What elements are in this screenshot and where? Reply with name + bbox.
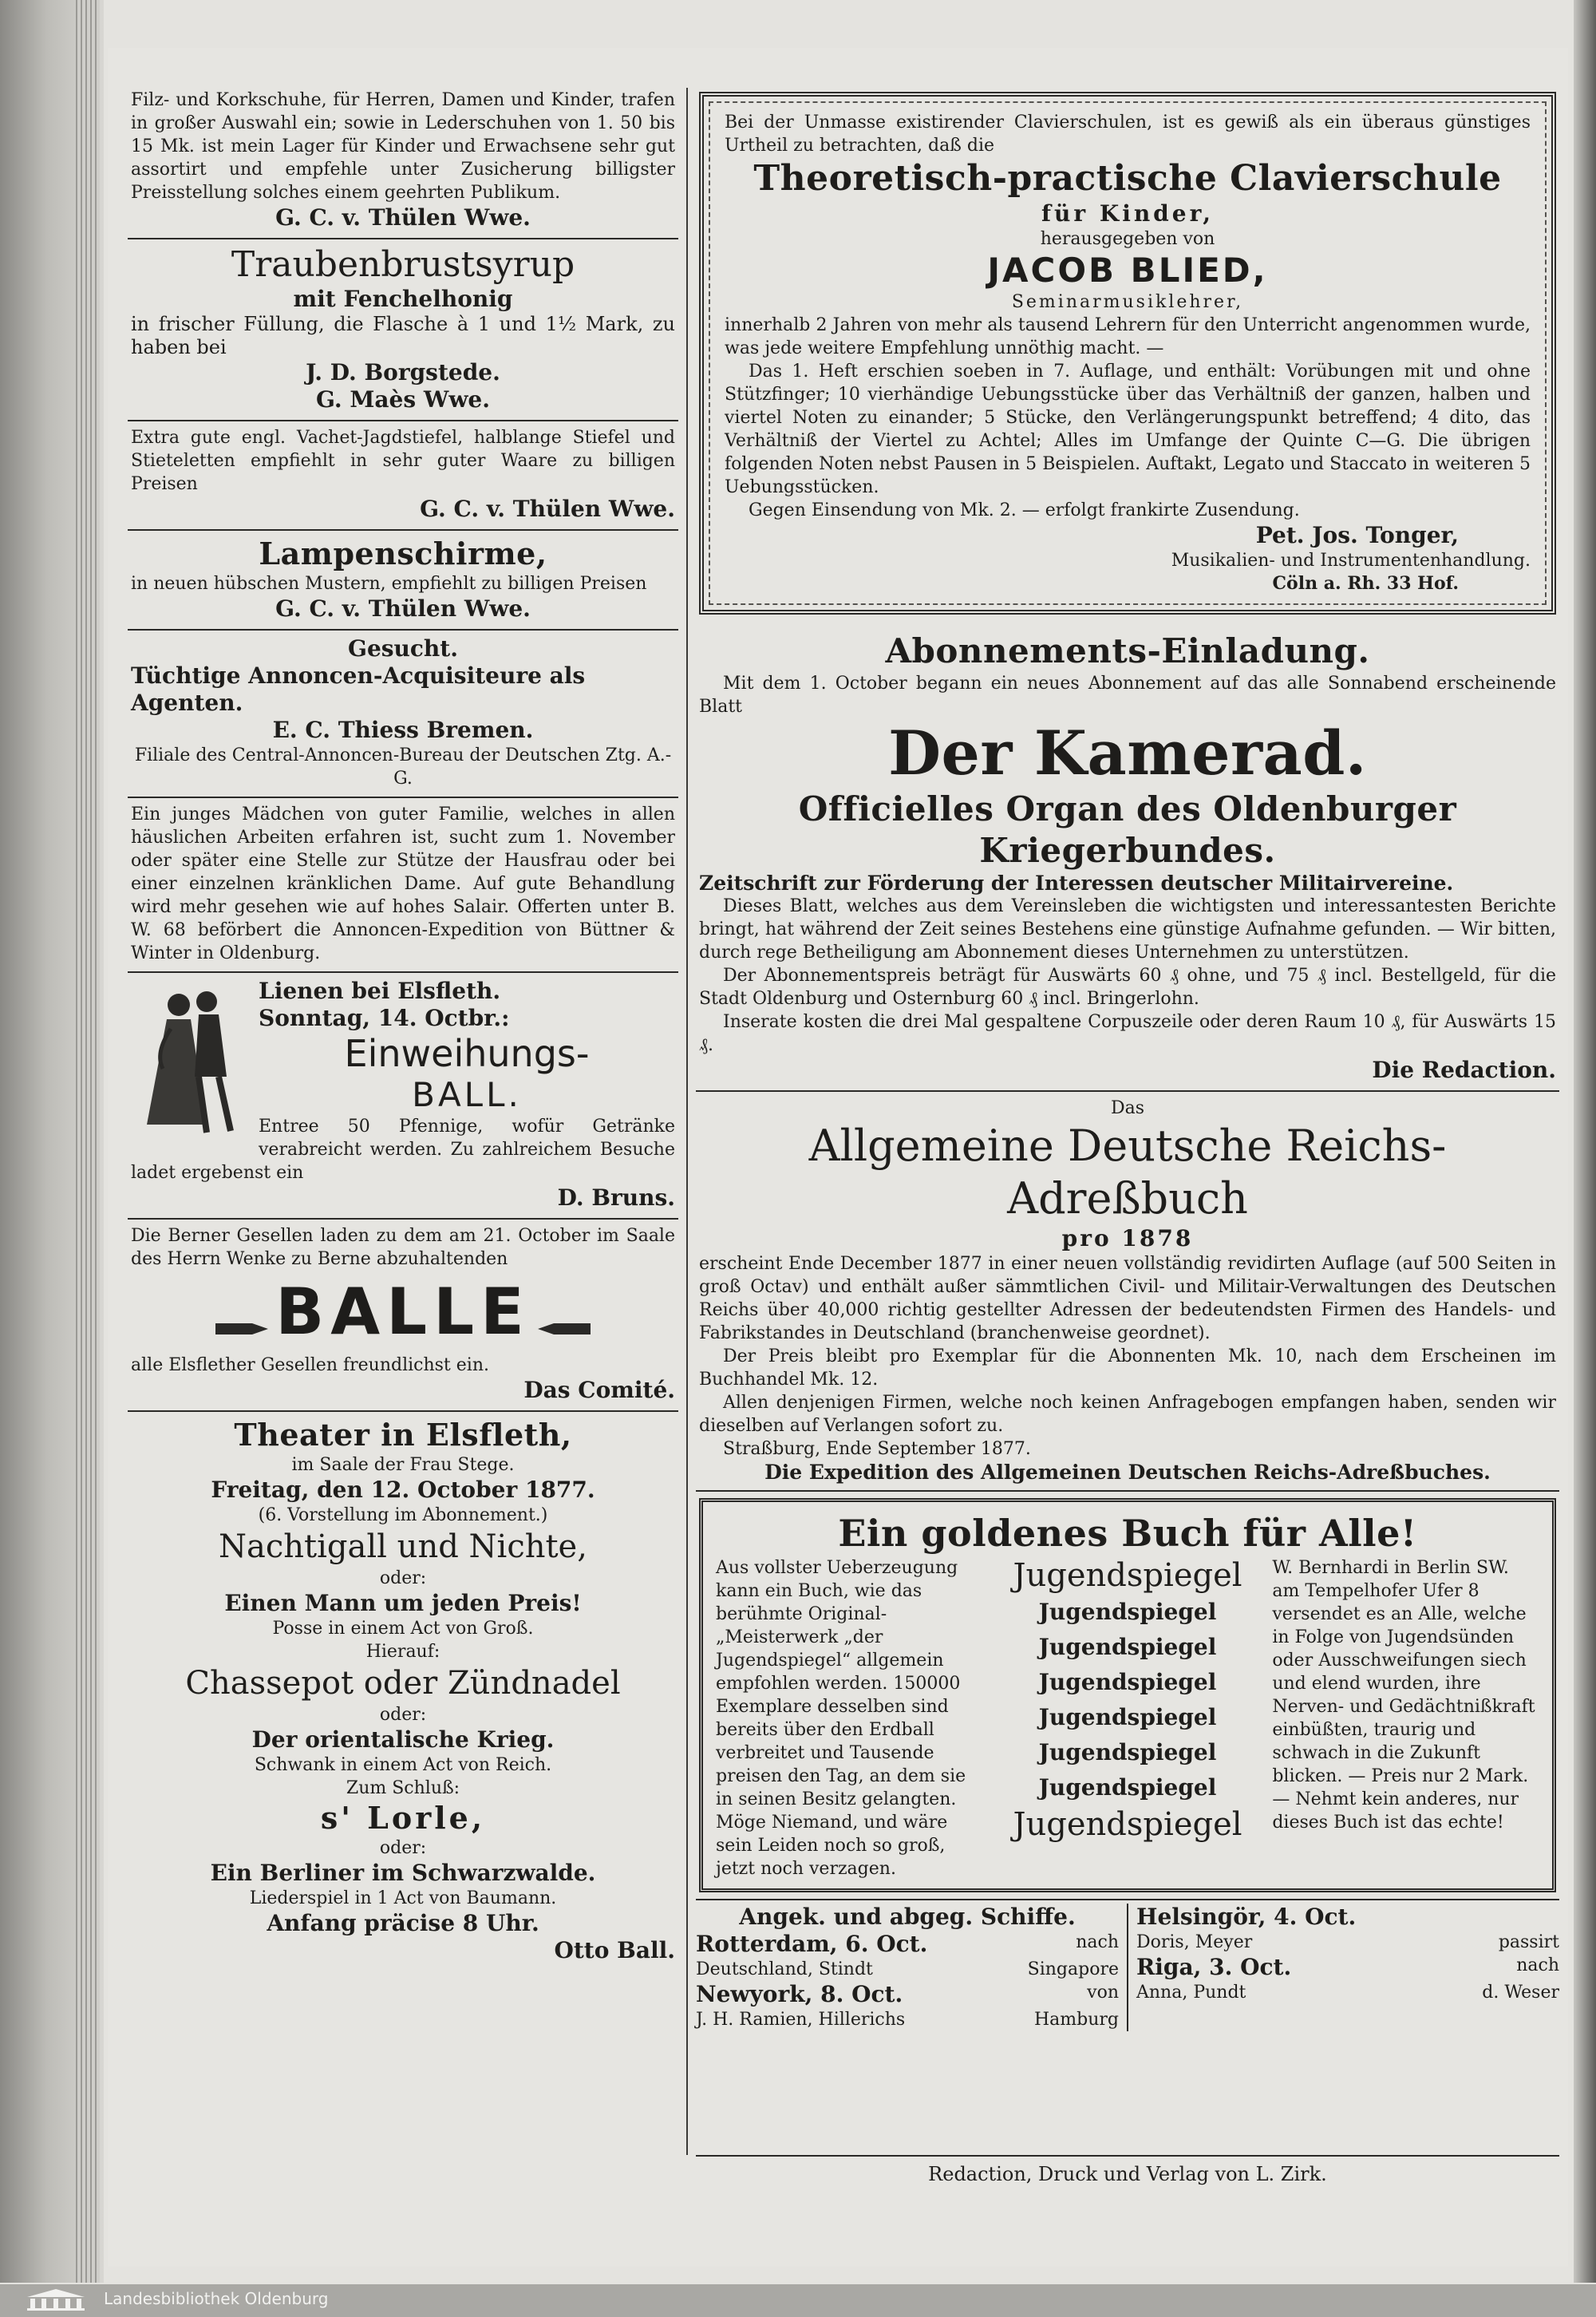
ad-theater-play2: Chassepot oder Zündnadel [185,1665,621,1702]
adress-title: Allgemeine Deutsche Reichs-Adreßbuch [808,1121,1447,1224]
clavier-title: Theoretisch-practische Clavierschule [753,158,1502,199]
ship-row-a: Anna, Pundt [1136,1983,1246,2003]
printer-imprint: Redaction, Druck und Verlag von L. Zirk. [696,2155,1559,2185]
ad-ball-berne-title: BALLE [275,1275,531,1349]
ship-row [696,1931,1119,1958]
ad-theater-play3c: Liederspiel in 1 Act von Baumann. [249,1888,557,1908]
ad-maid-text: Ein junges Mädchen von guter Familie, welches in allen häuslichen Arbeiten erfahren ist, sucht zum 1. November oder später eine Stelle zur Stütze der Hausfrau oder bei einer einzelnen kränklichen Dame. Auf gute Behandlung wird mehr gesehen wie auf hohes Salair. Offerten unter B. W. 68 beförbert die Annoncen-Expedition von Büttner & Winter in Oldenburg. [131,805,675,963]
clavier-for: für Kinder, [1041,200,1215,227]
pointing-hand-icon [536,1317,592,1341]
ship-table-right [1128,1904,1559,2031]
ad-syrup-title: Traubenbrustsyrup [231,244,575,285]
ad-adressbuch [696,1092,1559,1492]
adress-p1: erscheint Ende December 1877 in einer neuen vollständig revidirten Auflage (auf 500 Seiten in groß Octav) und enthält außer sämmtlichen Civil- und Militair-Verwaltungen des Deutschen Reichs über 40,000 richtig gestellter Adressen der bedeutendsten Firmen des Handels- und Fabrikstandes in Deutschland (branchenweise geordnet). [699,1254,1556,1343]
ad-theater-hierauf: Hierauf: [365,1642,440,1662]
ad-abonnement [696,626,1559,1092]
ad-lamps [128,531,678,631]
adress-p2: Der Preis bleibt pro Exemplar für die Abonnenten Mk. 10, nach dem Erscheinen im Buchhandel Mk. 12. [699,1346,1556,1390]
ship-row-b: d. Weser [1482,1983,1559,2003]
ship-row-a: Deutschland, Stindt [696,1959,873,1979]
ad-agents [128,631,678,798]
ad-lamps-title: Lampenschirme, [259,536,547,571]
ad-theater-play2c: Schwank in einem Act von Reich. [254,1755,552,1775]
right-column [696,84,1559,2031]
ad-ball-berne-text2: alle Elsflether Gesellen freundlichst ein. [131,1355,489,1375]
ad-syrup-text: in frischer Füllung, die Flasche à 1 und 1½ Mark, zu haben bei [131,313,675,358]
ad-ball-berne-sign: Das Comité. [523,1377,675,1403]
ad-ball-berne-text: Die Berner Gesellen laden zu dem am 21. October im Saale des Herrn Wenke zu Berne abzuhaltenden [131,1226,675,1269]
ad-theater-play1c: Posse in einem Act von Groß. [272,1619,534,1639]
ship-table-left [696,1904,1128,2031]
ad-ball-berne [128,1220,678,1412]
ad-syrup [128,239,678,421]
ship-row-a: Newyork, 8. Oct. [696,1981,903,2007]
clavier-sign2: Musikalien- und Instrumentenhandlung. [1171,551,1531,571]
ad-theater-place: im Saale der Frau Stege. [291,1455,515,1475]
ad-lamps-text: in neuen hübschen Mustern, empfiehlt zu billigen Preisen [131,574,647,594]
abo-paper: Der Kamerad. [888,718,1367,789]
ad-agents-sub: Filiale des Central-Annoncen-Bureau der Deutschen Ztg. A.-G. [134,745,672,789]
jugend-mid-6: Jugendspiegel [1038,1774,1217,1801]
ship-row-b: nach [1076,1932,1119,1952]
jugend-mid-2: Jugendspiegel [1038,1634,1217,1660]
ad-theater-oder1: oder: [379,1568,427,1588]
pointing-hand-icon [214,1317,270,1341]
clavier-sign1: Pet. Jos. Tonger, [1255,522,1459,548]
ship-row-b: passirt [1498,1932,1559,1952]
jugend-right-text: W. Bernhardi in Berlin SW. am Tempelhofer Ufer 8 versendet es an Alle, welche in Folge von Jugendsünden oder Ausschweifungen siech und elend wurden, ihre Nerven- und Gedächtnißkraft einbüßten, traurig und schwach in die Zukunft blicken. — Preis nur 2 Mark. — Nehmt kein anderes, nur dieses Buch ist das echte! [1272,1558,1535,1833]
jugend-mid-3: Jugendspiegel [1038,1669,1217,1695]
library-building-icon [24,2287,88,2311]
adress-sign: Die Expedition des Allgemeinen Deutschen Reichs-Adreßbuches. [764,1461,1491,1484]
adress-place: Straßburg, Ende September 1877. [723,1439,1031,1459]
clavier-sign3: Cöln a. Rh. 33 Hof. [1272,573,1459,594]
column-divider [686,88,688,2155]
ad-lamps-sign: G. C. v. Thülen Wwe. [275,595,531,622]
ad-theater-start: Anfang präcise 8 Uhr. [267,1910,539,1936]
right-page-edge [1574,0,1596,2283]
ship-row [1136,1931,1559,1954]
ad-theater-sign: Otto Ball. [554,1937,675,1963]
adress-p3: Allen denjenigen Firmen, welche noch keinen Anfragebogen empfangen haben, senden wir dieselben auf Verlangen sofort zu. [699,1393,1556,1436]
ad-syrup-sign1: J. D. Borgstede. [306,359,500,386]
ad-ball-berne-title-row [131,1275,675,1349]
ship-row [696,2008,1119,2031]
ad-clavierschule [699,92,1556,615]
jugend-mid-4: Jugendspiegel [1038,1704,1217,1730]
adress-year: pro 1878 [1061,1225,1194,1251]
ad-shoes-text: Filz- und Korkschuhe, für Herren, Damen und Kinder, trafen in großer Auswahl ein; sowie in Lederschuhen von 1. 50 bis 15 Mk. ist mein Lager für Kinder und Erwachsene sehr gut assortirt und empfehle unter Zusicherung billigster Preisstellung solches einem geehrten Publikum. [131,90,675,203]
ad-syrup-subtitle: mit Fenchelhonig [293,286,513,312]
jugend-mid-0: Jugendspiegel [1013,1557,1242,1594]
jugend-mid-5: Jugendspiegel [1038,1739,1217,1765]
adress-das: Das [1110,1098,1145,1118]
ship-row [696,1981,1119,2008]
ships-head: Angek. und abgeg. Schiffe. [739,1904,1076,1930]
ad-agents-sign: E. C. Thiess Bremen. [272,717,534,743]
ship-row-b: von [1087,1983,1119,2003]
ad-agents-text: Tüchtige Annoncen-Acquisiteure als Agenten. [131,662,586,716]
abo-sign: Die Redaction. [1372,1057,1556,1083]
jugend-mid-1: Jugendspiegel [1038,1599,1217,1625]
ship-row-b: nach [1516,1955,1559,1975]
abo-p3: Der Abonnementspreis beträgt für Auswärts 60 ₰ ohne, und 75 ₰ incl. Bestellgeld, für die Stadt Oldenburg und Osternburg 60 ₰ incl. Bringerlohn. [699,966,1556,1009]
ad-theater-play1b: Einen Mann um jeden Preis! [224,1590,582,1616]
ship-table [696,1899,1559,2031]
clavier-intro: Bei der Unmasse existirender Clavierschulen, ist es gewiß als ein überaus günstiges Urtheil zu betrachten, daß die [725,113,1531,156]
ship-row-b: Hamburg [1033,2010,1119,2030]
ad-theater-play3b: Ein Berliner im Schwarzwalde. [210,1860,596,1886]
ad-theater-date: Freitag, den 12. October 1877. [211,1477,595,1503]
ad-ball-lienen-line1: Lienen bei Elsfleth. [259,978,501,1004]
ad-ball-lienen-line2: Sonntag, 14. Octbr.: [259,1005,510,1031]
left-column [128,84,678,1971]
ad-ball-lienen-text: Entree 50 Pfennige, wofür Getränke verabreicht werden. Zu zahlreichem Besuche ladet ergebenst ein [131,1117,675,1183]
abo-p1: Mit dem 1. October begann ein neues Abonnement auf das alle Sonnabend erscheinende Blatt [699,674,1556,717]
jugend-columns [716,1556,1539,1880]
ad-theater-play3: s' Lorle, [320,1800,486,1836]
ad-theater-play2b: Der orientalische Krieg. [251,1726,555,1753]
ad-shoes [128,84,678,239]
abo-p4: Inserate kosten die drei Mal gespaltene Corpuszeile oder deren Raum 10 ₰, für Auswärts 15 ₰. [699,1012,1556,1055]
ad-theater [128,1412,678,1971]
ad-ball-lienen [128,973,678,1220]
ad-boots [128,421,678,531]
ship-row [1136,1981,1559,2004]
ad-ball-lienen-title2: BALL. [412,1075,522,1114]
ad-ball-lienen-title1: Einweihungs- [344,1032,590,1075]
jugend-mid-7: Jugendspiegel [1013,1806,1242,1843]
clavier-p2: Das 1. Heft erschien soeben in 7. Auflage, und enthält: Vorübungen mit und ohne Stützfinger; 10 vierhändige Uebungsstücke über das Verhältniß der ganzen, halben und viertel Noten zu einander; 5 Stücke, den Verlängerungspunkt betreffend; 4 dito, das Verhältniß der Viertel zu Achtel; Alles im Umfange der Quinte C—G. Die übrigen folgenden Noten nebst Pausen in 5 Beispielen. Auftakt, Legato und Staccato in weiteren 5 Uebungsstücken. [725,362,1531,497]
page-edges [76,0,100,2283]
abo-title: Abonnements-Einladung. [885,631,1370,670]
ad-theater-note: (6. Vorstellung im Abonnement.) [258,1505,548,1525]
ship-row-a: Rotterdam, 6. Oct. [696,1931,928,1957]
ship-row-a: J. H. Ramien, Hillerichs [696,2010,906,2030]
ad-theater-title: Theater in Elsfleth, [234,1417,572,1453]
ship-row-b: Singapore [1027,1959,1119,1979]
abo-sub: Zeitschrift zur Förderung der Interessen deutscher Militairvereine. [699,872,1454,895]
ad-boots-sign: G. C. v. Thülen Wwe. [420,496,675,522]
ad-jugendspiegel [699,1498,1556,1892]
ad-theater-play1: Nachtigall und Nichte, [219,1528,587,1565]
ship-row [1136,1904,1559,1931]
ad-theater-oder3: oder: [379,1838,427,1858]
ship-row-a: Helsingör, 4. Oct. [1136,1904,1357,1930]
ad-maid [128,798,678,973]
clavier-role: Seminarmusiklehrer, [1011,292,1244,312]
ad-theater-oder2: oder: [379,1705,427,1725]
ad-agents-head: Gesucht. [348,635,458,662]
ship-row [1136,1954,1559,1981]
dancing-couple-icon [131,981,251,1141]
ad-theater-zum: Zum Schluß: [346,1778,460,1798]
ad-boots-text: Extra gute engl. Vachet-Jagdstiefel, halblange Stiefel und Stieteletten empfiehlt in sehr guter Waare zu billigen Preisen [131,428,675,494]
ad-syrup-sign2: G. Maès Wwe. [316,386,490,413]
clavier-p1: innerhalb 2 Jahren von mehr als tausend Lehrern für den Unterricht angenommen wurde, was jede weitere Empfehlung unnöthig macht. — [725,315,1531,358]
ship-row [696,1958,1119,1981]
ship-row-a: Doris, Meyer [1136,1932,1253,1952]
ad-ball-lienen-sign: D. Bruns. [557,1184,675,1211]
jugend-title: Ein goldenes Buch für Alle! [838,1512,1417,1555]
clavier-p3: Gegen Einsendung von Mk. 2. — erfolgt frankirte Zusendung. [749,500,1300,520]
clavier-by: herausgegeben von [1040,229,1215,249]
ship-row-a: Riga, 3. Oct. [1136,1954,1292,1980]
abo-organ: Officielles Organ des Oldenburger Kriegerbundes. [798,789,1457,870]
ad-shoes-sign: G. C. v. Thülen Wwe. [275,204,531,231]
abo-p2: Dieses Blatt, welches aus dem Vereinsleben die wichtigsten und interessantesten Berichte bringt, hat während der Zeit seines Bestehens eine günstige Aufnahme gefunden. — Wir bitten, durch rege Betheiligung am Abonnement dieses Unternehmen zu unterstützen. [699,896,1556,963]
clavier-author: JACOB BLIED, [987,251,1268,290]
library-name: Landesbibliothek Oldenburg [104,2289,329,2308]
jugend-left-text: Aus vollster Ueberzeugung kann ein Buch, wie das berühmte Original-„Meisterwerk „der Jugendspiegel“ allgemein empfohlen werden. 150000 Exemplare desselben sind bereits über den Erdball verbreitet und Tausende preisen den Tag, an dem sie in seinen Besitz gelangten. Möge Niemand, und wäre sein Leiden noch so groß, jetzt noch verzagen. [716,1558,966,1879]
